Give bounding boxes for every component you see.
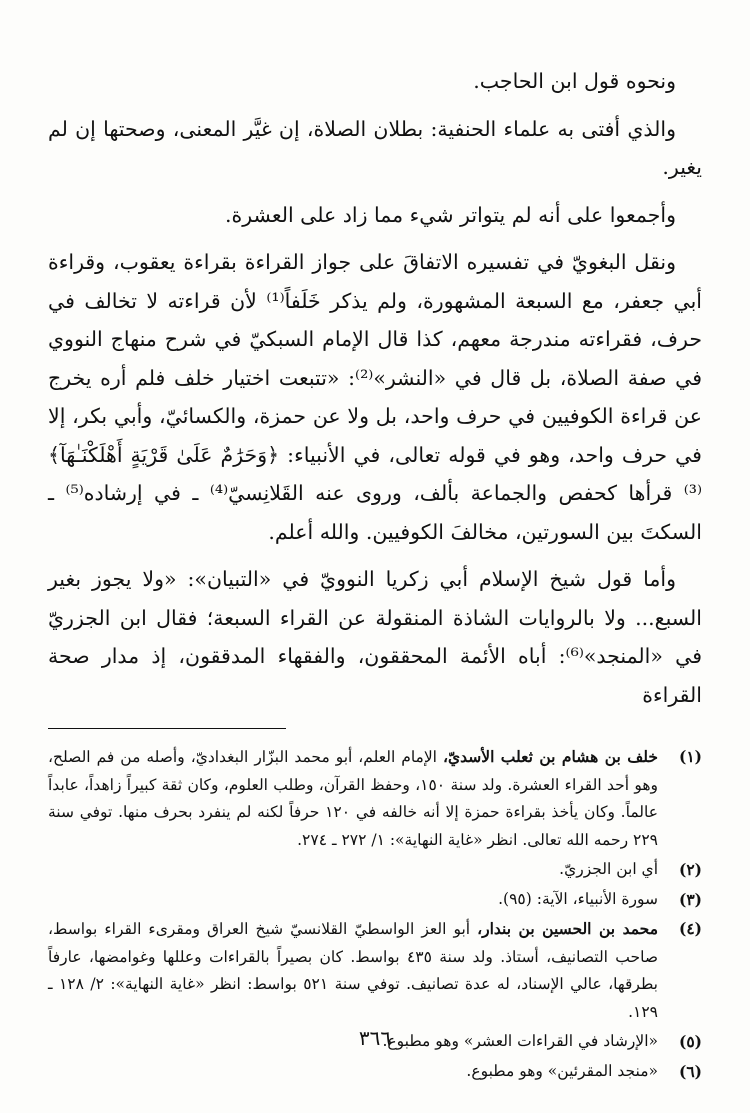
footnote-number: (٥) (678, 1032, 702, 1051)
footnote-text: سورة الأنبياء، الآية: (٩٥). (498, 889, 658, 908)
page-number: ٣٦٦ (358, 1026, 392, 1050)
paragraph-1: ونحوه قول ابن الحاجب. (473, 69, 676, 93)
footnote-number: (٦) (678, 1061, 702, 1081)
footnote-3 (48, 886, 702, 914)
footnote-person-name: خلف بن هشام بن ثعلب الأسديّ، (442, 747, 658, 766)
footnote-divider (48, 728, 286, 729)
footnote-text (48, 743, 658, 854)
paragraph-5: وأما قول شيخ الإسلام أبي زكريا النوويّ في «التبيان»: «ولا يجوز بغير السبع... ولا بالروايات الشاذة المنقولة عن القراء السبعة؛ فقال ابن الجزريّ في «المنجد»⁽⁶⁾: أباه الأئمة المحققون، والفقهاء المدققون، إذ مدار صحة القراءة (48, 567, 702, 707)
footnote-text: «الإرشاد في القراءات العشر» وهو مطبوع. (382, 1032, 658, 1050)
footnote-text (48, 915, 658, 1026)
paragraph-2: والذي أفتى به علماء الحنفية: بطلان الصلاة، إن غيَّر المعنى، وصحتها إن لم يغير. (48, 116, 702, 179)
footnote-text: أي ابن الجزريّ. (559, 860, 658, 878)
footnote-person-name: محمد بن الحسين بن بندار، (477, 919, 658, 938)
paragraph-4: ونقل البغويّ في تفسيره الاتفاقَ على جواز القراءة بقراءة يعقوب، وقراءة أبي جعفر، مع السبعة المشهورة، ولم يذكر خَلَفاً⁽¹⁾ لأن قراءته لا تخالف في حرف، فقراءته مندرجة معهم، كذا قال الإمام السبكيّ في شرح منهاج النووي في صفة الصلاة، بل قال في «النشر»⁽²⁾: «تتبعت اختيار خلف فلم أره يخرج عن قراءة الكوفيين في حرف واحد، بل ولا عن حمزة، والكسائيّ، وأبي بكر، إلا في حرف واحد، وهو في قوله تعالى، في الأنبياء: ﴿وَحَرَٰمٌ عَلَىٰ قَرْيَةٍ أَهْلَكْنَـٰهَآ﴾⁽³⁾ قرأها كحفص والجماعة بألف، وروى عنه القَلانِسيّ⁽⁴⁾ ـ في إرشاده⁽⁵⁾ ـ السكتَ بين السورتين، مخالفَ الكوفيين. والله أعلم. (48, 250, 703, 544)
paragraph-3: وأجمعوا على أنه لم يتواتر شيء مما زاد على العشرة. (224, 202, 676, 227)
main-text (48, 62, 702, 714)
footnote-text: «منجد المقرئين» وهو مطبوع. (466, 1061, 658, 1080)
footnote-1 (48, 743, 702, 854)
footnote-body: أبو العز الواسطيّ القلانسيّ شيخ العراق ومقرىء القراء بواسط، صاحب التصانيف، أستاذ. ولد سنة ٤٣٥ بواسط. كان بصيراً بالقراءات وعللها وغوامضها، عارفاً بطرقها، عالي الإسناد، له عدة تصانيف. توفي سنة ٥٢١ بواسط: انظر «غاية النهاية»: ٢/ ١٢٨ ـ ١٢٩. (48, 920, 659, 1021)
footnote-number: (١) (678, 747, 702, 766)
footnote-body: الإمام العلم، أبو محمد البزّار البغداديّ، وأصله من فم الصلح، وهو أحد القراء العشرة. ولد سنة ١٥٠، وحفظ القرآن، وطلب العلوم، وكان ثقة كبيراً زاهداً، عابداً عالماً. وكان يأخذ بقراءة حمزة إلا أنه خالفه في ١٢٠ حرفاً لكنه لم ينفرد بحرف منها. توفي سنة ٢٢٩ رحمه الله تعالى. انظر «غاية النهاية»: ١/ ٢٧٢ ـ ٢٧٤. (48, 748, 658, 849)
footnote-2 (48, 856, 702, 884)
footnote-number: (٤) (678, 919, 702, 938)
footnote-6 (48, 1058, 702, 1086)
footnote-4 (48, 915, 702, 1026)
footnote-number: (٢) (678, 860, 702, 879)
footnote-number: (٣) (678, 889, 702, 909)
